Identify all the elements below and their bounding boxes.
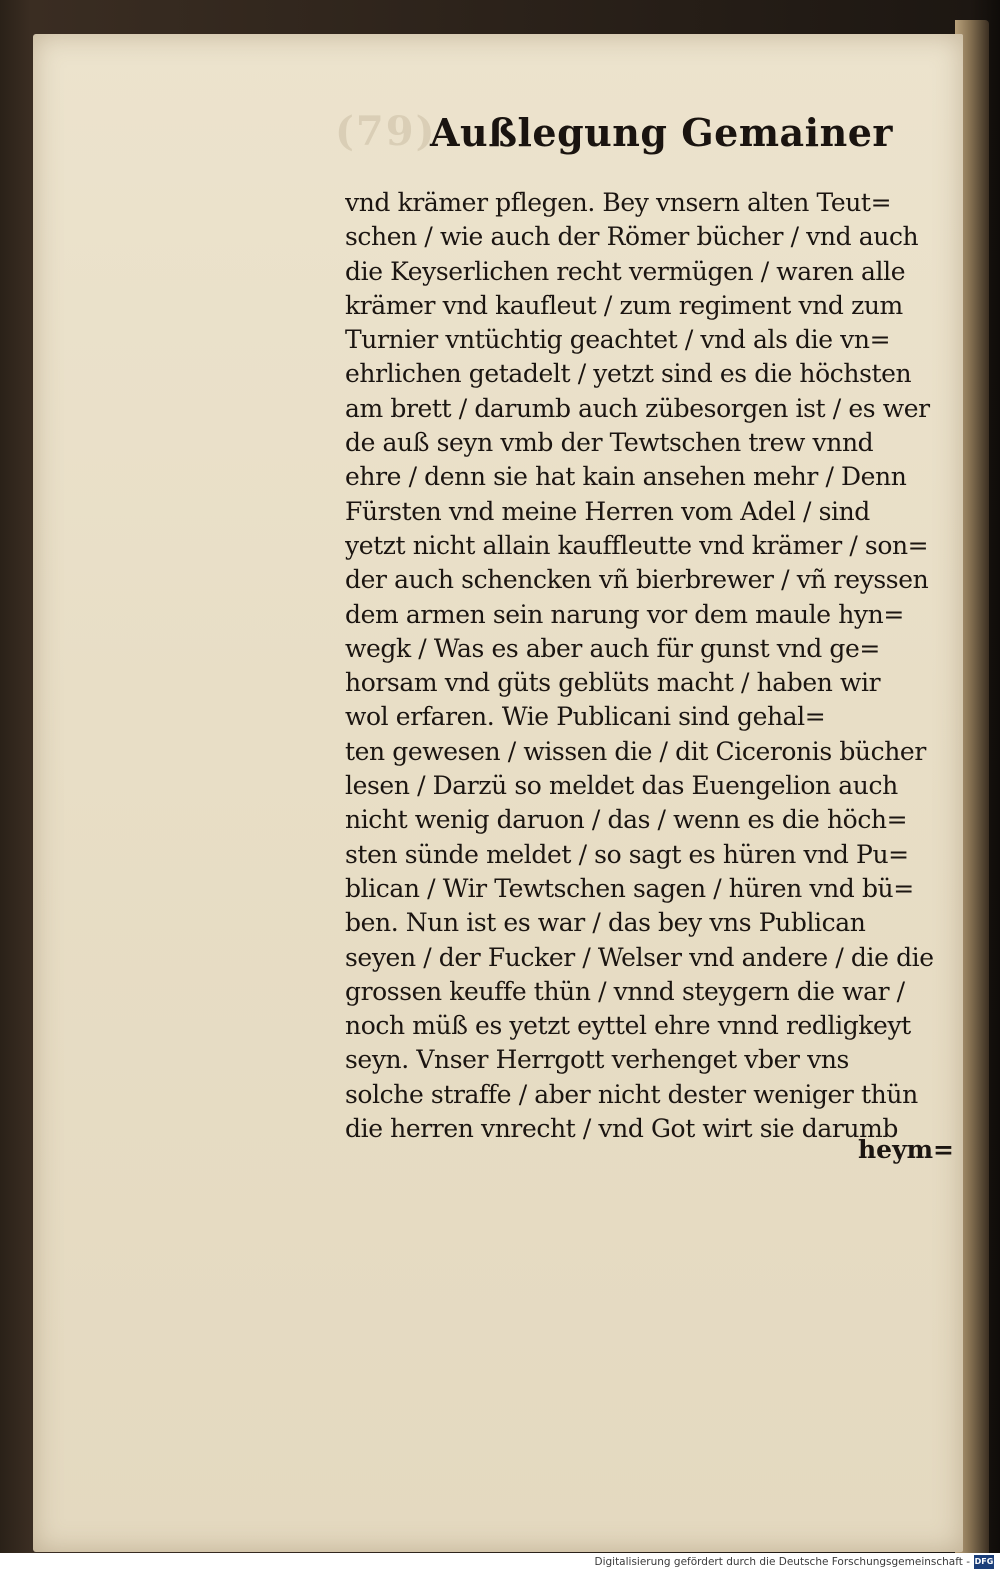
text-line: ten gewesen / wissen die / dit Ciceronis bücher (345, 736, 926, 766)
bleed-through-text: (79) (335, 108, 437, 155)
text-line: der auch schencken vñ bierbrewer / vñ reyssen (345, 565, 929, 595)
text-line: blican / Wir Tewtschen sagen / hüren vnd bü= (345, 873, 914, 903)
text-line: dem armen sein narung vor dem maule hyn= (345, 599, 904, 629)
text-line: die Keyserlichen recht vermügen / waren alle (345, 256, 906, 286)
text-line: lesen / Darzü so meldet das Euengelion auch (345, 771, 898, 801)
text-line: wegk / Was es aber auch für gunst vnd ge= (345, 633, 880, 663)
text-line: sten sünde meldet / so sagt es hüren vnd Pu= (345, 839, 909, 869)
text-line: noch müß es yetzt eyttel ehre vnnd redligkeyt (345, 1011, 911, 1041)
text-line: wol erfaren. Wie Publicani sind gehal= (345, 702, 826, 732)
catchword: heym= (858, 1135, 955, 1164)
text-line: ben. Nun ist es war / das bey vns Publican (345, 908, 866, 938)
text-line: seyn. Vnser Herrgott verhenget vber vns (345, 1045, 849, 1075)
text-line: de auß seyn vmb der Tewtschen trew vnnd (345, 428, 874, 458)
text-line: nicht wenig daruon / das / wenn es die höch= (345, 805, 908, 835)
text-line: Fürsten vnd meine Herren vom Adel / sind (345, 496, 870, 526)
text-line: ehre / denn sie hat kain ansehen mehr / Denn (345, 462, 907, 492)
text-line: solche straffe / aber nicht dester weniger thün (345, 1079, 918, 1109)
text-line: seyen / der Fucker / Welser vnd andere / die die (345, 942, 934, 972)
footer-credit: Digitalisierung gefördert durch die Deutsche Forschungsgemeinschaft - (594, 1556, 970, 1568)
text-line: yetzt nicht allain kauffleutte vnd krämer / son= (345, 530, 929, 560)
text-line: horsam vnd güts geblüts macht / haben wir (345, 668, 881, 698)
text-line: am brett / darumb auch zübesorgen ist / es wer (345, 393, 930, 423)
body-text (345, 186, 940, 1146)
text-line: Turnier vntüchtig geachtet / vnd als die vn= (345, 325, 891, 355)
running-head: Außlegung Gemainer (430, 110, 893, 155)
text-line: die herren vnrecht / vnd Got wirt sie darumb (345, 1114, 898, 1144)
text-line: krämer vnd kaufleut / zum regiment vnd zum (345, 290, 903, 320)
text-line: ehrlichen getadelt / yetzt sind es die höchsten (345, 359, 912, 389)
text-line: schen / wie auch der Römer bücher / vnd auch (345, 222, 919, 252)
dfg-logo-icon: DFG (974, 1555, 994, 1569)
text-line: grossen keuffe thün / vnnd steygern die war / (345, 976, 905, 1006)
text-line: vnd krämer pflegen. Bey vnsern alten Teut= (345, 188, 892, 217)
